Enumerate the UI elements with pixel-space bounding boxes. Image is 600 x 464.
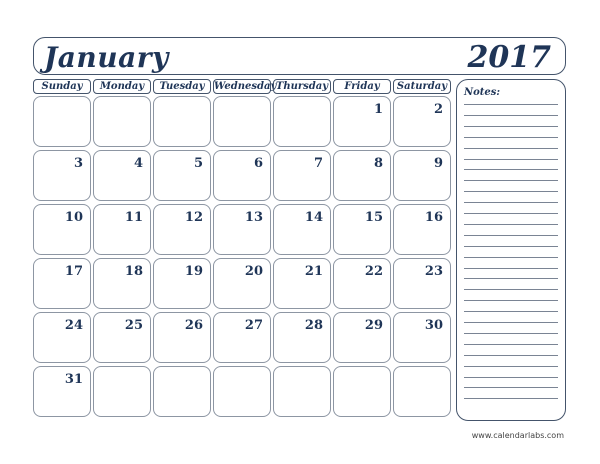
weekday-thursday: Thursday xyxy=(273,79,331,94)
day-number: 3 xyxy=(73,156,83,171)
day-cell xyxy=(153,312,211,363)
day-cell xyxy=(33,312,91,363)
day-cell xyxy=(333,366,391,417)
year-title: 2017 xyxy=(467,40,551,75)
note-line xyxy=(464,126,558,127)
note-line xyxy=(464,257,558,258)
note-line xyxy=(464,224,558,225)
day-cell xyxy=(273,258,331,309)
day-number: 6 xyxy=(253,156,263,171)
note-line xyxy=(464,387,558,388)
day-number: 24 xyxy=(64,318,83,333)
weekday-monday: Monday xyxy=(93,79,151,94)
day-cell xyxy=(93,204,151,255)
day-cell xyxy=(93,96,151,147)
note-line xyxy=(464,115,558,116)
day-number: 15 xyxy=(364,210,383,225)
day-cell xyxy=(393,366,451,417)
day-number: 17 xyxy=(64,264,83,279)
note-line xyxy=(464,355,558,356)
day-cell xyxy=(213,204,271,255)
weekday-saturday: Saturday xyxy=(393,79,451,94)
day-cell xyxy=(393,96,451,147)
day-cell xyxy=(33,96,91,147)
day-number: 31 xyxy=(64,372,83,387)
weekday-sunday: Sunday xyxy=(33,79,91,94)
note-line xyxy=(464,278,558,279)
day-cell xyxy=(93,258,151,309)
day-cell xyxy=(213,258,271,309)
note-line xyxy=(464,246,558,247)
note-line xyxy=(464,148,558,149)
day-cell xyxy=(93,366,151,417)
day-number: 29 xyxy=(364,318,383,333)
day-number: 8 xyxy=(373,156,383,171)
notes-panel xyxy=(456,79,566,421)
day-cell xyxy=(273,312,331,363)
day-cell xyxy=(153,150,211,201)
day-cell xyxy=(273,150,331,201)
note-line xyxy=(464,344,558,345)
day-number: 7 xyxy=(313,156,323,171)
day-cell xyxy=(33,204,91,255)
note-line xyxy=(464,202,558,203)
day-cell xyxy=(33,150,91,201)
day-number: 26 xyxy=(184,318,203,333)
weekday-wednesday: Wednesday xyxy=(214,81,277,92)
day-cell xyxy=(273,204,331,255)
note-line xyxy=(464,366,558,367)
note-line xyxy=(464,398,558,399)
day-cell xyxy=(213,96,271,147)
day-cell xyxy=(333,96,391,147)
note-line xyxy=(464,159,558,160)
day-number: 30 xyxy=(424,318,443,333)
weekday-friday: Friday xyxy=(333,79,391,94)
day-number: 11 xyxy=(124,210,143,225)
day-cell xyxy=(93,150,151,201)
month-title: January xyxy=(44,41,169,74)
day-number: 10 xyxy=(64,210,83,225)
day-cell xyxy=(273,96,331,147)
note-line xyxy=(464,311,558,312)
day-cell xyxy=(333,258,391,309)
day-number: 28 xyxy=(304,318,323,333)
day-number: 9 xyxy=(433,156,443,171)
day-number: 12 xyxy=(184,210,203,225)
day-cell xyxy=(153,96,211,147)
day-cell xyxy=(273,366,331,417)
day-number: 4 xyxy=(133,156,143,171)
day-number: 27 xyxy=(244,318,263,333)
day-number: 25 xyxy=(124,318,143,333)
note-line xyxy=(464,104,558,105)
day-number: 16 xyxy=(424,210,443,225)
note-line xyxy=(464,300,558,301)
day-number: 2 xyxy=(433,102,443,117)
day-cell xyxy=(393,258,451,309)
day-cell xyxy=(393,204,451,255)
note-line xyxy=(464,213,558,214)
day-cell xyxy=(393,312,451,363)
day-cell xyxy=(153,258,211,309)
day-cell xyxy=(33,366,91,417)
note-line xyxy=(464,137,558,138)
note-line xyxy=(464,268,558,269)
day-cell xyxy=(93,312,151,363)
day-number: 19 xyxy=(184,264,203,279)
day-cell xyxy=(153,204,211,255)
note-line xyxy=(464,377,558,378)
day-number: 5 xyxy=(193,156,203,171)
note-line xyxy=(464,191,558,192)
note-line xyxy=(464,333,558,334)
note-line xyxy=(464,169,558,170)
day-cell xyxy=(153,366,211,417)
note-line xyxy=(464,322,558,323)
day-cell xyxy=(333,204,391,255)
day-number: 14 xyxy=(304,210,323,225)
footer-website: www.calendarlabs.com xyxy=(471,431,564,440)
day-cell xyxy=(333,150,391,201)
note-line xyxy=(464,235,558,236)
note-line xyxy=(464,289,558,290)
day-cell xyxy=(333,312,391,363)
day-cell xyxy=(33,258,91,309)
day-number: 23 xyxy=(424,264,443,279)
day-cell xyxy=(213,312,271,363)
day-number: 18 xyxy=(124,264,143,279)
day-number: 22 xyxy=(364,264,383,279)
day-number: 21 xyxy=(304,264,323,279)
day-cell xyxy=(213,150,271,201)
day-cell xyxy=(213,366,271,417)
calendar-header xyxy=(33,37,566,75)
note-line xyxy=(464,180,558,181)
day-number: 13 xyxy=(244,210,263,225)
weekday-tuesday: Tuesday xyxy=(153,79,211,94)
day-cell xyxy=(393,150,451,201)
day-number: 20 xyxy=(244,264,263,279)
notes-label: Notes: xyxy=(464,87,501,98)
day-number: 1 xyxy=(373,102,383,117)
